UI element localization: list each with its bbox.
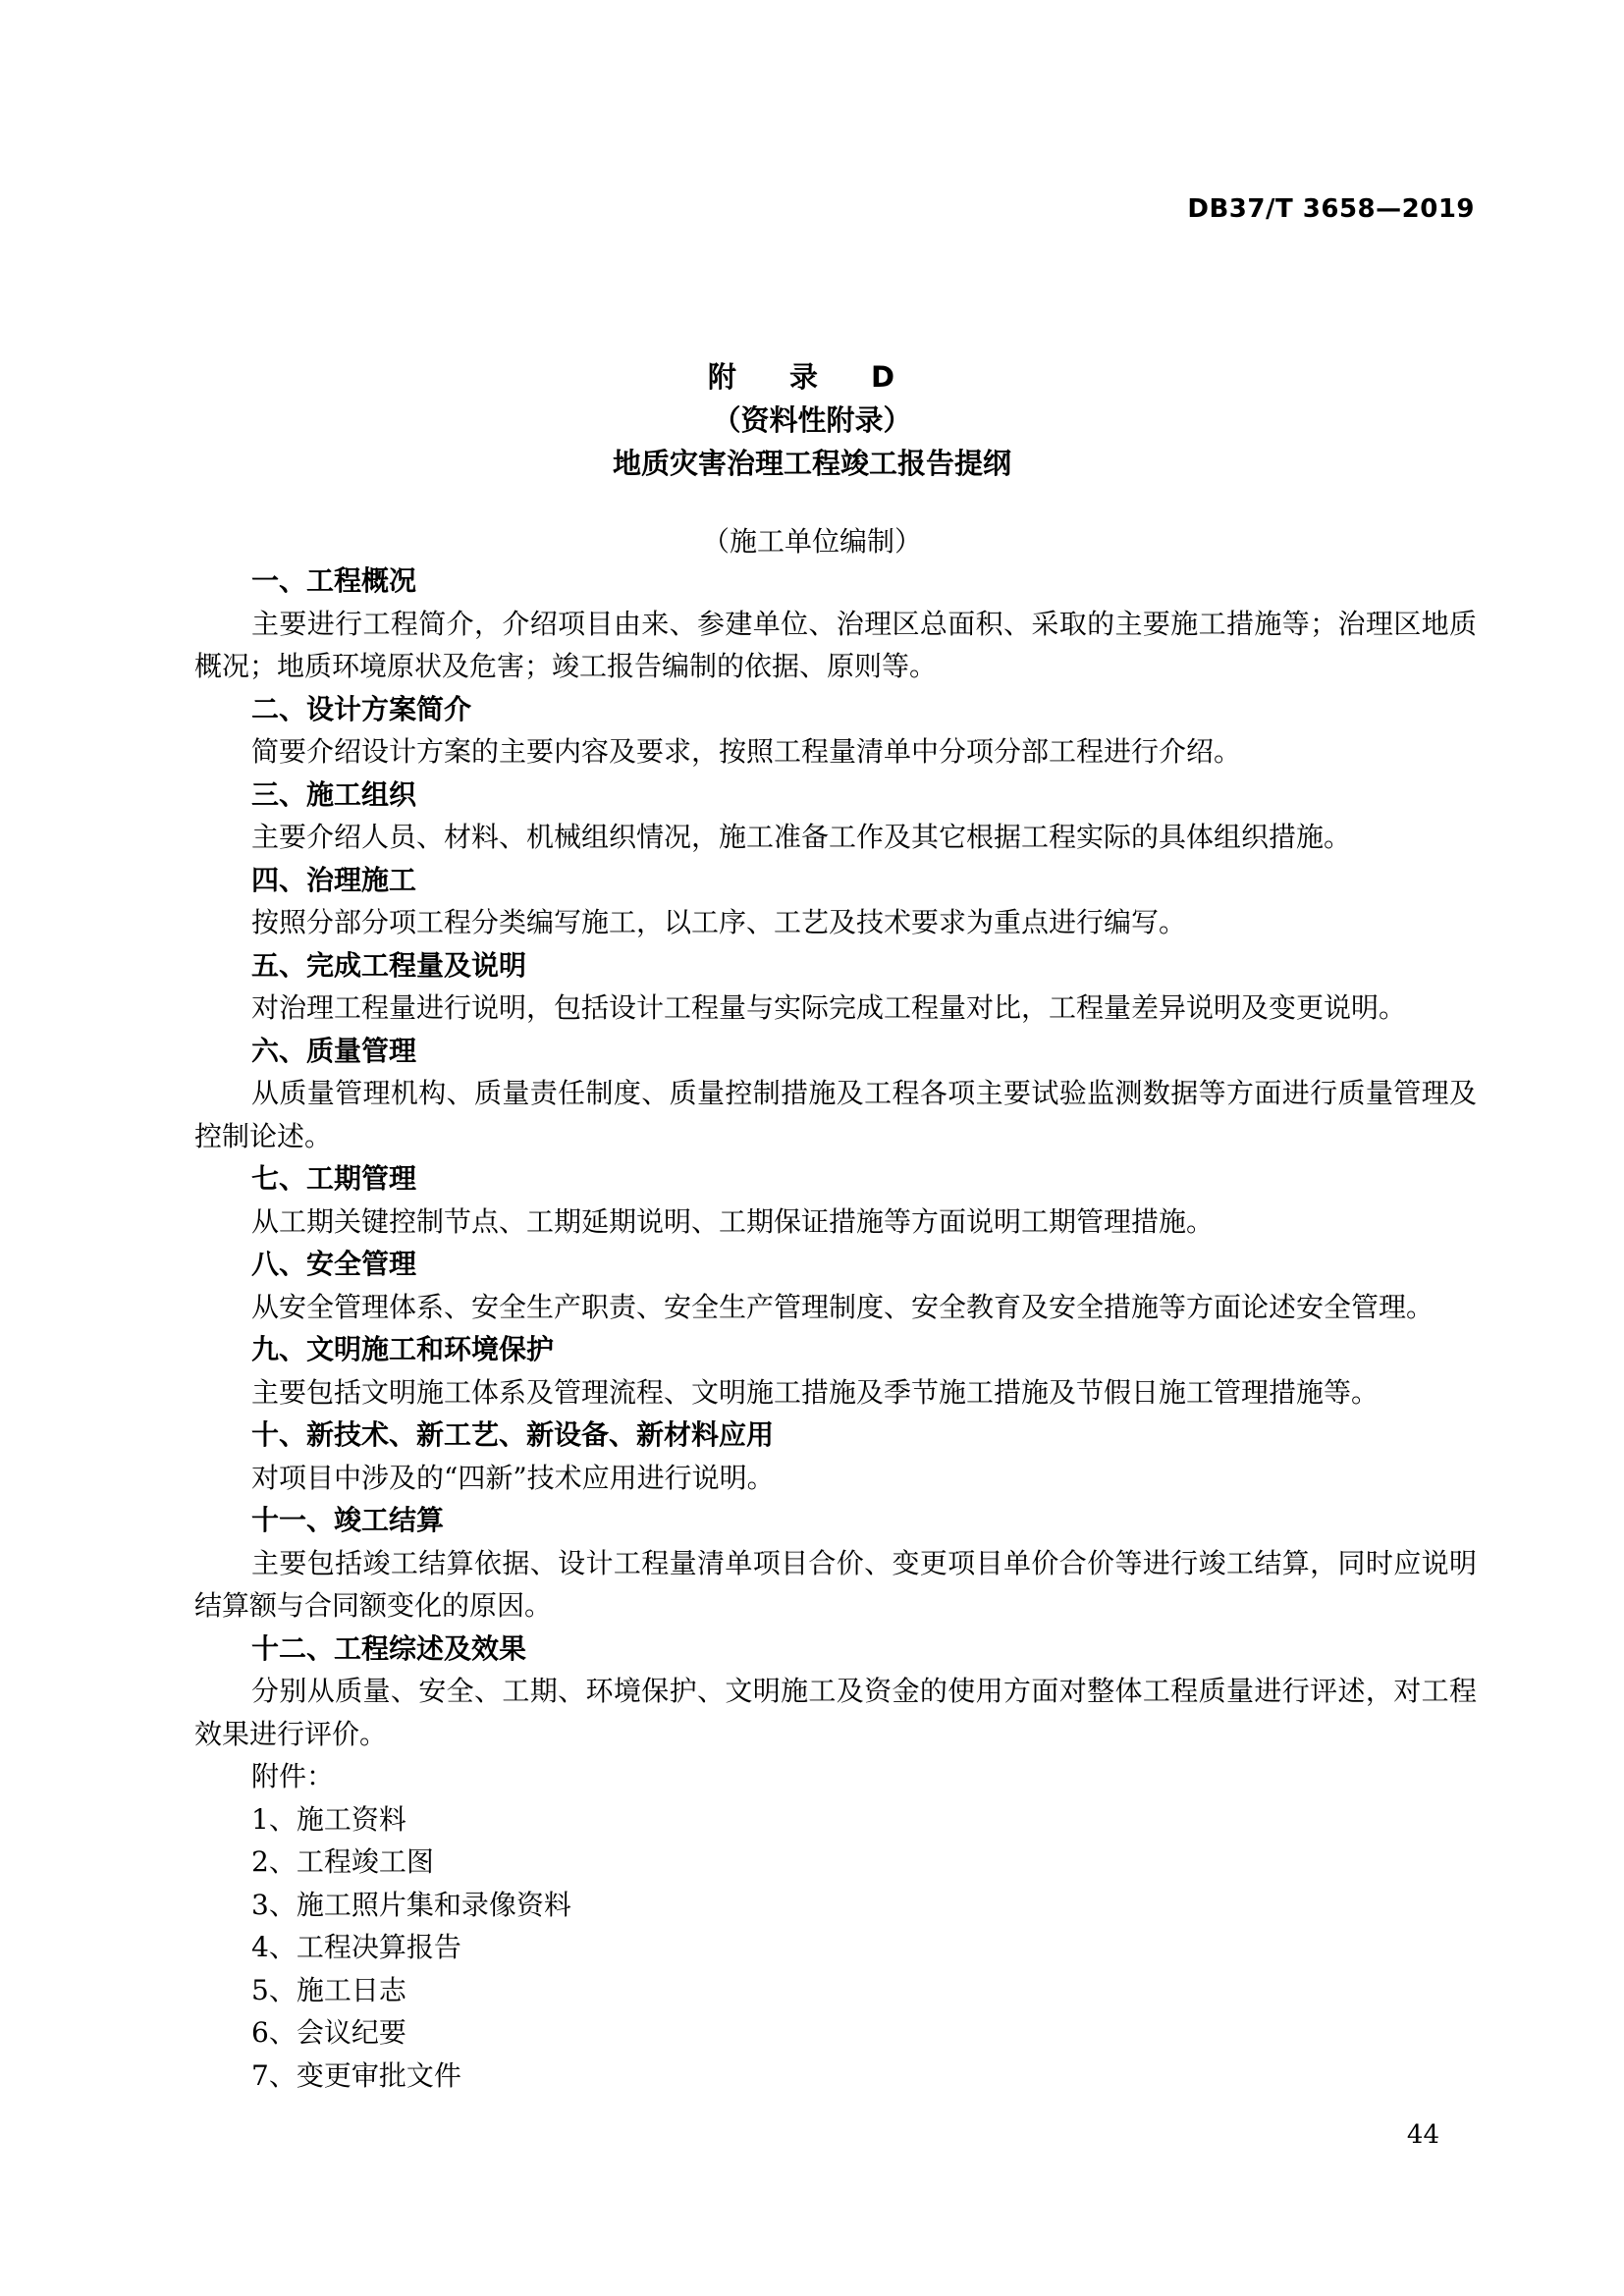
- section-body: 主要进行工程简介，介绍项目由来、参建单位、治理区总面积、采取的主要施工措施等；治理区地质概况；地质环境原状及危害；竣工报告编制的依据、原则等。: [194, 607, 1477, 682]
- report-outline: [194, 560, 1477, 2097]
- section-body: 按照分部分项工程分类编写施工，以工序、工艺及技术要求为重点进行编写。: [251, 906, 1187, 938]
- section-body: 分别从质量、安全、工期、环境保护、文明施工及资金的使用方面对整体工程质量进行评述，对工程效果进行评价。: [194, 1675, 1477, 1750]
- section-heading: 五、完成工程量及说明: [251, 948, 527, 982]
- section-heading: 三、施工组织: [251, 777, 417, 811]
- appendix-type: （资料性附录）: [712, 403, 912, 437]
- attachment-item: 3、施工照片集和录像资料: [251, 1888, 571, 1921]
- section-heading: 七、工期管理: [251, 1162, 417, 1195]
- attachment-item: 7、变更审批文件: [251, 2058, 461, 2092]
- standard-code: DB37/T 3658—2019: [1187, 194, 1475, 224]
- section-heading: 四、治理施工: [251, 863, 417, 896]
- section-body: 从质量管理机构、质量责任制度、质量控制措施及工程各项主要试验监测数据等方面进行质量管理及控制论述。: [194, 1077, 1477, 1152]
- section-body: 对项目中涉及的“四新”技术应用进行说明。: [251, 1461, 775, 1494]
- attachment-item: 2、工程竣工图: [251, 1845, 434, 1878]
- section-body: 从安全管理体系、安全生产职责、安全生产管理制度、安全教育及安全措施等方面论述安全管理。: [251, 1290, 1435, 1323]
- section-body: 主要包括竣工结算依据、设计工程量清单项目合价、变更项目单价合价等进行竣工结算，同时应说明结算额与合同额变化的原因。: [194, 1546, 1477, 1622]
- compiled-by-note: （施工单位编制）: [701, 525, 922, 558]
- section-heading: 八、安全管理: [251, 1248, 417, 1280]
- appendix-label: 附 录 D: [707, 360, 917, 394]
- section-body: 简要介绍设计方案的主要内容及要求，按照工程量清单中分项分部工程进行介绍。: [251, 735, 1242, 768]
- attachment-item: 1、施工资料: [251, 1802, 406, 1836]
- section-heading: 六、质量管理: [251, 1034, 417, 1067]
- attachments-label: 附件：: [251, 1760, 335, 1792]
- attachment-item: 4、工程决算报告: [251, 1931, 461, 1963]
- section-heading: 二、设计方案简介: [251, 692, 472, 725]
- section-heading: 十二、工程综述及效果: [251, 1631, 527, 1665]
- attachment-item: 6、会议纪要: [251, 2016, 406, 2049]
- page-number: 44: [1406, 2120, 1439, 2150]
- document-title: 地质灾害治理工程竣工报告提纲: [612, 447, 1011, 480]
- section-body: 主要介绍人员、材料、机械组织情况，施工准备工作及其它根据工程实际的具体组织措施。: [251, 821, 1352, 853]
- section-heading: 十、新技术、新工艺、新设备、新材料应用: [251, 1418, 775, 1451]
- section-heading: 九、文明施工和环境保护: [251, 1333, 555, 1365]
- section-heading: 十一、竣工结算: [251, 1504, 445, 1536]
- attachment-item: 5、施工日志: [251, 1973, 406, 2006]
- section-body: 主要包括文明施工体系及管理流程、文明施工措施及季节施工措施及节假日施工管理措施等。: [251, 1375, 1380, 1409]
- section-body: 对治理工程量进行说明，包括设计工程量与实际完成工程量对比，工程量差异说明及变更说明。: [251, 991, 1407, 1024]
- section-body: 从工期关键控制节点、工期延期说明、工期保证措施等方面说明工期管理措施。: [251, 1204, 1215, 1238]
- section-heading: 一、工程概况: [251, 564, 417, 597]
